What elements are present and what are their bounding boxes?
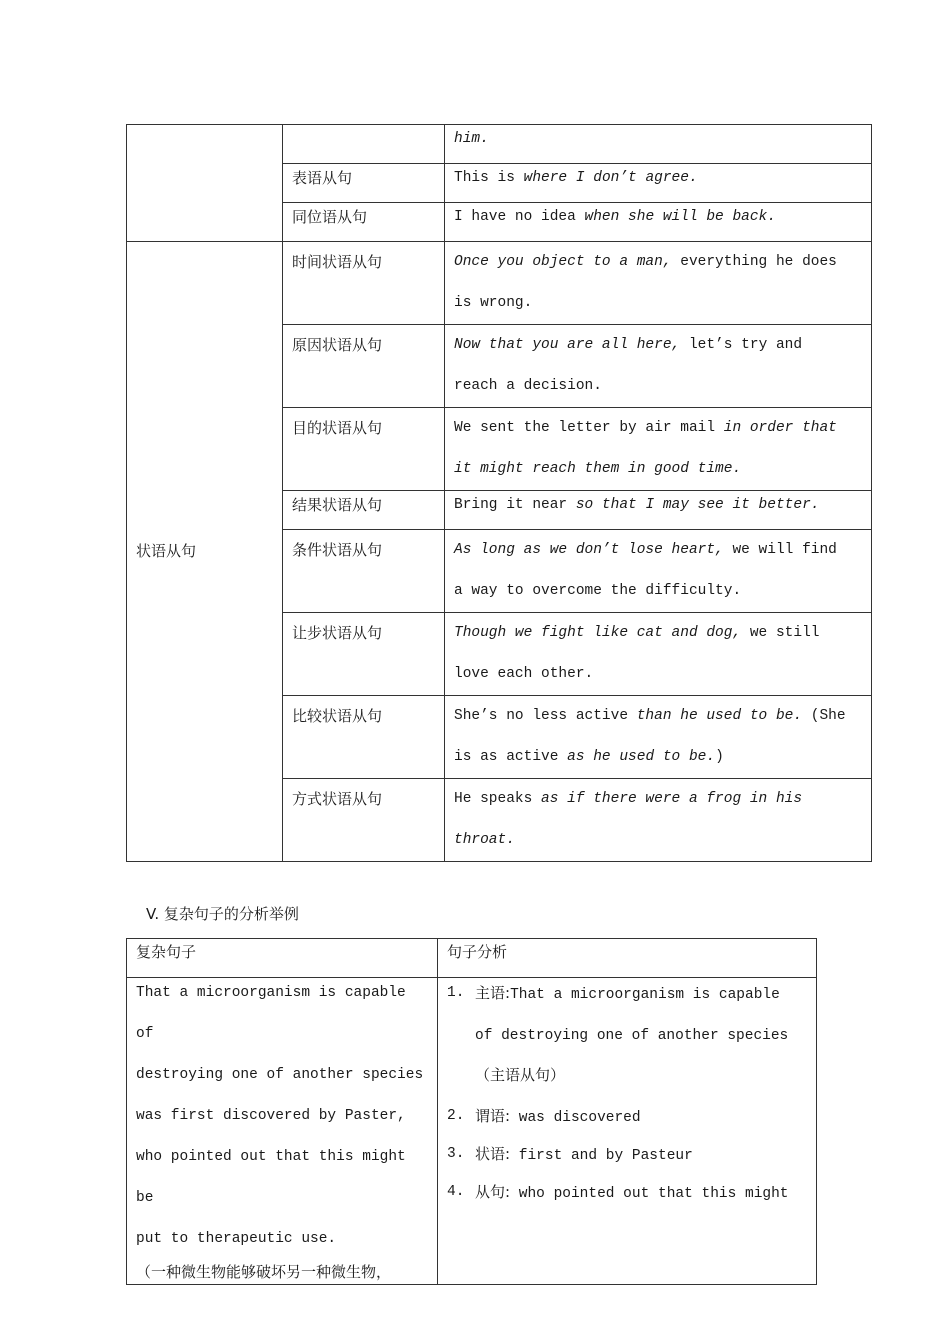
sentence-translation: （一种微生物能够破坏另一种微生物，	[136, 1263, 392, 1281]
analysis-cell	[438, 978, 817, 1285]
example-text: He speaks	[454, 791, 542, 807]
item-number: 2.	[447, 1108, 465, 1124]
sentence-analysis-table	[126, 938, 817, 1285]
example-cell	[445, 613, 872, 696]
example-text: we will find	[723, 542, 837, 558]
example-clause: Though we fight like cat and dog,	[454, 625, 742, 641]
example-text: This is	[454, 170, 524, 186]
item-text: That a microorganism is capable	[510, 987, 780, 1003]
example-clause: when she will be back.	[584, 209, 776, 225]
item-number: 3.	[447, 1146, 465, 1162]
clause-type-cell: 同位语从句	[283, 203, 445, 242]
example-cell	[445, 203, 872, 242]
clause-type-cell: 结果状语从句	[283, 491, 445, 530]
list-item	[447, 978, 807, 1099]
item-label: 从句:	[475, 1183, 511, 1201]
example-text: love each other.	[454, 666, 594, 682]
example-text: a way to overcome the difficulty.	[454, 583, 742, 599]
item-text: first and by Pasteur	[510, 1148, 693, 1164]
example-text: We sent the letter by air mail	[454, 420, 724, 436]
example-cell	[445, 164, 872, 203]
example-cell	[445, 530, 872, 613]
table-header-row	[127, 939, 817, 978]
list-item	[447, 1098, 807, 1136]
analysis-list	[447, 978, 807, 1213]
clause-type-cell: 比较状语从句	[283, 696, 445, 779]
clause-table	[126, 124, 872, 862]
clause-type-cell: 原因状语从句	[283, 325, 445, 408]
example-text: we still	[741, 625, 820, 641]
example-cell	[445, 696, 872, 779]
example-text: (She	[802, 708, 846, 724]
example-cell	[445, 242, 872, 325]
example-cell	[445, 125, 872, 164]
example-text: Bring it near	[454, 497, 576, 513]
example-clause: where I don’t agree.	[523, 170, 698, 186]
example-clause: than he used to be.	[636, 708, 803, 724]
example-text: reach a decision.	[454, 378, 602, 394]
sentence-line: That a microorganism is capable of	[136, 985, 406, 1042]
item-label: 状语:	[475, 1145, 511, 1163]
sentence-line: destroying one of another species	[136, 1067, 424, 1083]
item-text: of destroying one of another species	[475, 1028, 789, 1044]
sentence-line: put to therapeutic use.	[136, 1231, 337, 1247]
sentence-text	[136, 978, 428, 1261]
example-cell	[445, 325, 872, 408]
table-row	[127, 978, 817, 1285]
example-clause: it might reach them in good time.	[454, 461, 742, 477]
list-item	[447, 1174, 807, 1212]
item-number: 4.	[447, 1184, 465, 1200]
example-text: him.	[454, 131, 489, 147]
example-clause: Once you object to a man,	[454, 254, 672, 270]
sentence-line: was first discovered by Paster,	[136, 1108, 406, 1124]
sentence-line: who pointed out that this might be	[136, 1149, 406, 1206]
table-row	[127, 125, 872, 164]
example-text: She’s no less active	[454, 708, 637, 724]
list-item	[447, 1136, 807, 1174]
example-clause: throat.	[454, 832, 515, 848]
item-note: （主语从句）	[475, 1066, 566, 1084]
clause-type-cell: 条件状语从句	[283, 530, 445, 613]
example-clause: As long as we don’t lose heart,	[454, 542, 724, 558]
item-label: 主语:	[475, 984, 511, 1002]
example-clause: as if there were a frog in his	[541, 791, 803, 807]
header-sentence-analysis: 句子分析	[438, 939, 817, 978]
clause-category-cell	[127, 125, 283, 242]
clause-type-cell: 时间状语从句	[283, 242, 445, 325]
example-text: is wrong.	[454, 295, 533, 311]
clause-type-cell: 方式状语从句	[283, 779, 445, 862]
adverbial-clause-label: 状语从句	[127, 242, 283, 862]
clause-type-cell: 目的状语从句	[283, 408, 445, 491]
clause-type-cell	[283, 125, 445, 164]
item-text: who pointed out that this might	[510, 1186, 789, 1202]
example-text: )	[715, 749, 724, 765]
example-cell	[445, 779, 872, 862]
example-clause: as he used to be.	[567, 749, 716, 765]
example-clause: so that I may see it better.	[575, 497, 820, 513]
item-label: 谓语:	[475, 1107, 511, 1125]
example-text: I have no idea	[454, 209, 585, 225]
item-number: 1.	[447, 985, 465, 1001]
example-cell	[445, 491, 872, 530]
section-heading: V. 复杂句子的分析举例	[146, 905, 299, 923]
clause-type-cell: 让步状语从句	[283, 613, 445, 696]
complex-sentence-cell	[127, 978, 438, 1285]
example-clause: Now that you are all here,	[454, 337, 681, 353]
clause-type-cell: 表语从句	[283, 164, 445, 203]
example-text: everything he does	[671, 254, 837, 270]
example-text: is as active	[454, 749, 568, 765]
header-complex-sentence: 复杂句子	[127, 939, 438, 978]
table-row	[127, 242, 872, 325]
example-cell	[445, 408, 872, 491]
item-text: was discovered	[510, 1110, 641, 1126]
example-clause: in order that	[723, 420, 837, 436]
example-text: let’s try and	[680, 337, 803, 353]
